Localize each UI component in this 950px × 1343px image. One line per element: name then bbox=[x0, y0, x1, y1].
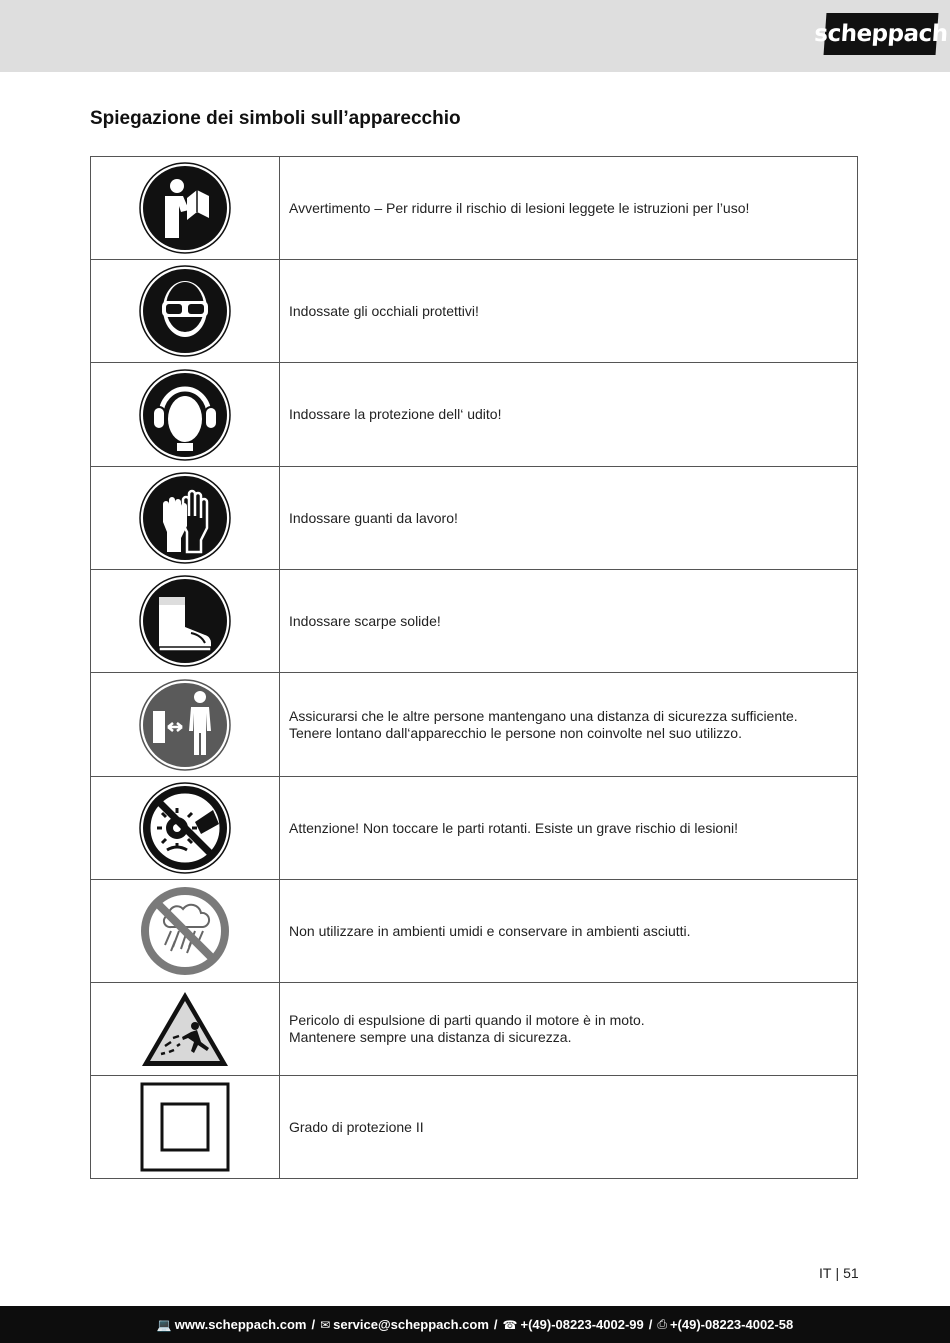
row-text bbox=[280, 260, 858, 363]
row-text bbox=[280, 1076, 858, 1179]
table-row bbox=[91, 777, 858, 880]
footer-email[interactable]: service@scheppach.com bbox=[333, 1317, 489, 1332]
brand-logo: scheppach bbox=[824, 13, 939, 55]
read-manual-icon bbox=[139, 162, 231, 254]
icon-cell bbox=[91, 983, 280, 1076]
footer-separator: / bbox=[648, 1317, 653, 1332]
row-text bbox=[280, 467, 858, 570]
row-text-line: Tenere lontano dall‘apparecchio le persone non coinvolte nel suo utilizzo. bbox=[289, 724, 742, 741]
row-text bbox=[280, 570, 858, 673]
page-number bbox=[819, 1265, 859, 1281]
icon-cell bbox=[91, 467, 280, 570]
icon-cell bbox=[91, 1076, 280, 1179]
table-row bbox=[91, 570, 858, 673]
table-row bbox=[91, 880, 858, 983]
row-text-line: Avvertimento – Per ridurre il rischio di lesioni leggete le istruzioni per l’uso! bbox=[289, 199, 750, 216]
row-text-line: Indossare guanti da lavoro! bbox=[289, 509, 458, 526]
work-gloves-icon bbox=[139, 472, 231, 564]
ear-protection-icon bbox=[139, 369, 231, 461]
icon-cell bbox=[91, 777, 280, 880]
footer-band bbox=[0, 1306, 950, 1343]
icon-cell bbox=[91, 157, 280, 260]
row-text-line: Attenzione! Non toccare le parti rotanti. Esiste un grave rischio di lesioni! bbox=[289, 819, 739, 836]
row-text-line: Assicurarsi che le altre persone mantengano una distanza di sicurezza sufficiente. bbox=[289, 707, 798, 724]
row-text-line: Mantenere sempre una distanza di sicurezza. bbox=[289, 1029, 572, 1045]
table-row bbox=[91, 260, 858, 363]
footer-website[interactable]: www.scheppach.com bbox=[174, 1317, 307, 1332]
email-icon: ✉ bbox=[320, 1317, 331, 1332]
icon-cell bbox=[91, 570, 280, 673]
row-text bbox=[280, 363, 858, 467]
footer-separator: / bbox=[311, 1317, 316, 1332]
page-separator: | bbox=[835, 1265, 840, 1281]
footer-separator: / bbox=[493, 1317, 498, 1332]
table-row bbox=[91, 467, 858, 570]
row-text-line: Indossate gli occhiali protettivi! bbox=[289, 302, 479, 319]
row-text bbox=[280, 880, 858, 983]
phone-icon: ☎ bbox=[502, 1317, 518, 1332]
icon-cell bbox=[91, 363, 280, 467]
icon-cell bbox=[91, 673, 280, 777]
footer-phone: +(49)-08223-4002-99 bbox=[520, 1317, 644, 1332]
row-text-line: Pericolo di espulsione di parti quando il motore è in moto. bbox=[289, 1012, 645, 1028]
row-text bbox=[280, 983, 858, 1076]
symbols-table bbox=[90, 156, 858, 1179]
header-band bbox=[0, 0, 950, 72]
footer-fax: +(49)-08223-4002-58 bbox=[669, 1317, 794, 1332]
page-number-value: 51 bbox=[843, 1265, 859, 1281]
flying-debris-warning-icon bbox=[139, 988, 231, 1070]
row-text-line: Non utilizzare in ambienti umidi e conservare in ambienti asciutti. bbox=[289, 922, 691, 939]
safety-boots-icon bbox=[139, 575, 231, 667]
page-title: Spiegazione dei simboli sull’apparecchio bbox=[90, 108, 461, 129]
icon-cell bbox=[91, 260, 280, 363]
no-rain-icon bbox=[139, 885, 231, 977]
safety-goggles-icon bbox=[139, 265, 231, 357]
table-row bbox=[91, 363, 858, 467]
computer-icon: 💻 bbox=[156, 1317, 172, 1332]
protection-class-ii-icon bbox=[139, 1081, 231, 1173]
row-text bbox=[280, 673, 858, 777]
table-row bbox=[91, 157, 858, 260]
row-text bbox=[280, 157, 858, 260]
table-row bbox=[91, 1076, 858, 1179]
fax-icon: ⎙ bbox=[657, 1317, 667, 1331]
keep-distance-icon bbox=[139, 679, 231, 771]
row-text bbox=[280, 777, 858, 880]
table-row bbox=[91, 673, 858, 777]
row-text-line: Grado di protezione II bbox=[289, 1118, 424, 1135]
row-text-line: Indossare scarpe solide! bbox=[289, 612, 441, 629]
row-text-line: Indossare la protezione dell‘ udito! bbox=[289, 406, 502, 422]
page-language: IT bbox=[819, 1265, 832, 1281]
table-row bbox=[91, 983, 858, 1076]
no-touch-rotating-parts-icon bbox=[139, 782, 231, 874]
icon-cell bbox=[91, 880, 280, 983]
